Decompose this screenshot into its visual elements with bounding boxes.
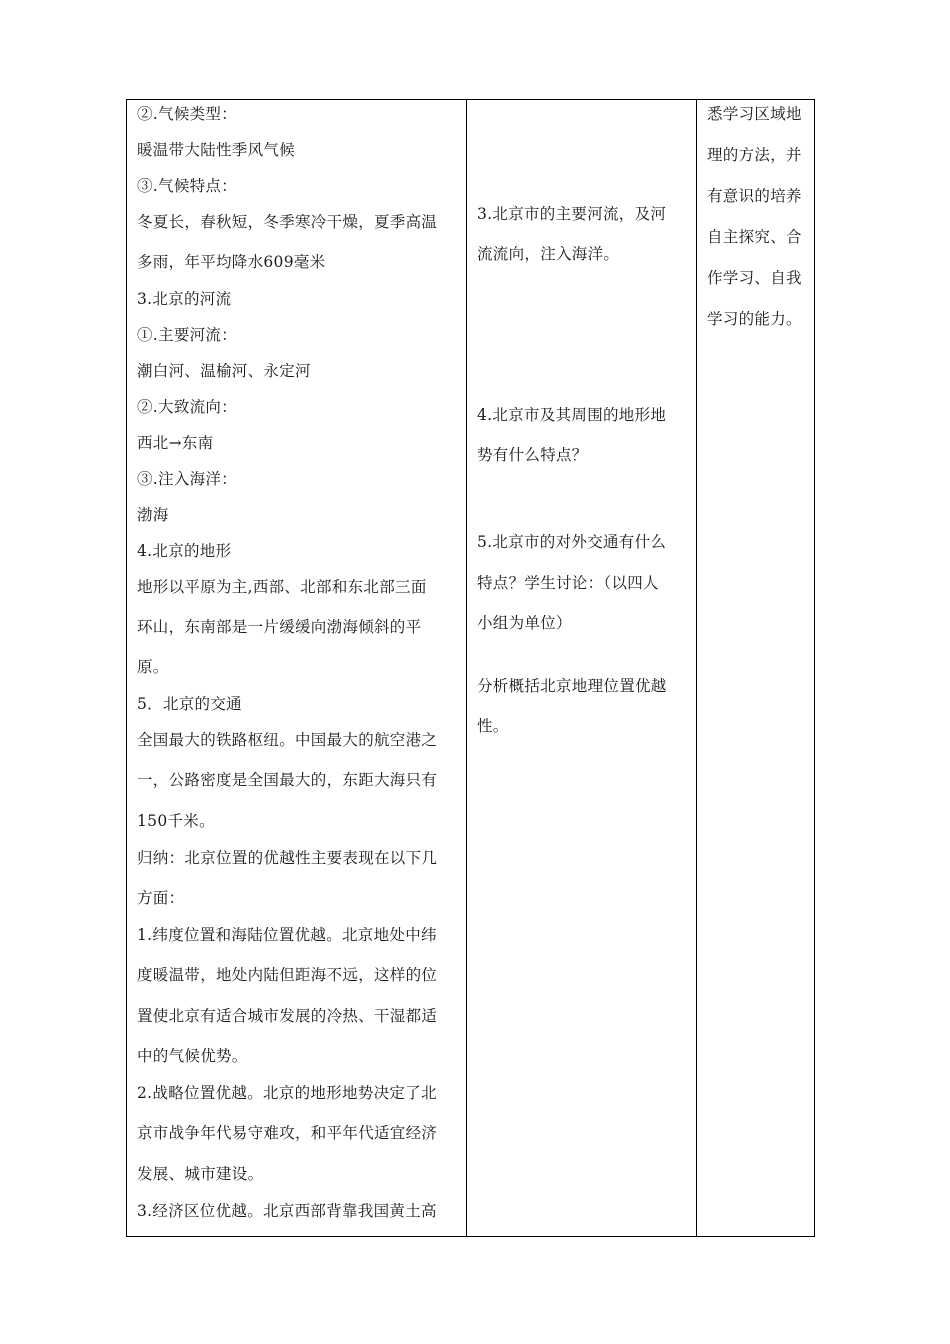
text-line: 5．北京的交通 [137,695,242,713]
text-line: 度暖温带，地处内陆但距海不远，这样的位 [137,966,438,984]
text-line: 5.北京市的对外交通有什么 [477,533,667,551]
text-line: 原。 [137,658,169,676]
text-line: 渤海 [137,506,169,524]
text-line: 1.纬度位置和海陆位置优越。北京地处中纬 [137,926,437,944]
text-line: 多雨，年平均降水609毫米 [137,253,326,271]
text-line: 暖温带大陆性季风气候 [137,141,296,159]
text-line: 4.北京的地形 [137,542,232,560]
text-line: 理的方法，并 [707,146,802,164]
text-line: 流流向，注入海洋。 [477,245,620,263]
content-column [127,100,465,1236]
text-line: ③.注入海洋： [137,470,238,488]
text-line: 一，公路密度是全国最大的，东距大海只有 [137,771,438,789]
text-line: ①.主要河流： [137,326,238,344]
text-line: 地形以平原为主,西部、北部和东北部三面 [137,578,427,596]
text-line: 4.北京市及其周围的地形地 [477,406,667,424]
text-line: 冬夏长，春秋短，冬季寒冷干燥，夏季高温 [137,213,438,231]
text-line: ③.气候特点： [137,177,238,195]
text-line: ②.气候类型： [137,105,238,123]
text-line: 分析概括北京地理位置优越 [477,677,667,695]
text-line: 西北→东南 [137,434,214,452]
text-line: 150千米。 [137,812,215,830]
text-line: 势有什么特点？ [477,446,588,464]
text-line: 3.北京市的主要河流，及河 [477,205,667,223]
text-line: 方面： [137,889,185,907]
text-line: 归纳：北京位置的优越性主要表现在以下几 [137,849,438,867]
text-line: 全国最大的铁路枢纽。中国最大的航空港之 [137,731,438,749]
text-line: 悉学习区域地 [707,105,802,123]
text-line: 置使北京有适合城市发展的冷热、干湿都适 [137,1007,438,1025]
text-line: ②.大致流向： [137,398,238,416]
text-line: 中的气候优势。 [137,1047,248,1065]
text-line: 潮白河、温榆河、永定河 [137,362,311,380]
text-line: 性。 [477,717,509,735]
text-line: 学习的能力。 [707,310,802,328]
text-line: 作学习、自我 [707,269,802,287]
text-line: 京市战争年代易守难攻，和平年代适宜经济 [137,1124,438,1142]
lesson-table [126,99,815,1237]
text-line: 发展、城市建设。 [137,1165,264,1183]
text-line: 特点？学生讨论：（以四人 [477,574,659,592]
text-line: 有意识的培养 [707,187,802,205]
text-line: 3.经济区位优越。北京西部背靠我国黄土高 [137,1202,437,1220]
text-line: 自主探究、合 [707,228,802,246]
activity-column [466,100,696,1236]
text-line: 小组为单位） [477,614,572,632]
text-line: 3.北京的河流 [137,290,232,308]
text-line: 2.战略位置优越。北京的地形地势决定了北 [137,1084,437,1102]
text-line: 环山，东南部是一片缓缓向渤海倾斜的平 [137,618,422,636]
intent-column [696,100,815,1236]
